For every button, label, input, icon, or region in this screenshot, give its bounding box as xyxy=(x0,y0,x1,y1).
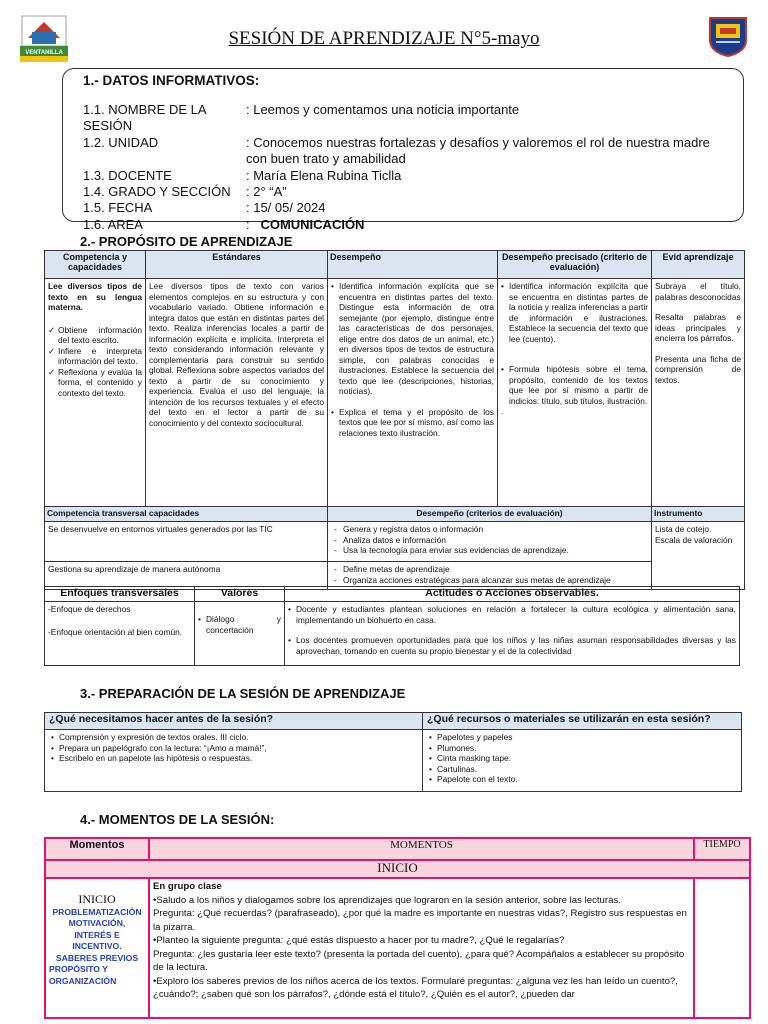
estandares-cell: Lee diversos tipos de texto con varios elementos complejos en su estructura y con vocabulario variado. Obtiene información e integra datos que están en distintas partes del texto. Realiza inferencias locales a partir de información explícita e implícita. Interpreta el texto considerando información relevante y complementaria para construir su sentido global. Reflexiona sobre aspectos variados del texto a partir de su conocimiento y experiencia. Evalúa el uso del lenguaje, la intención de los recursos textuales y el efecto del texto en el lector a partir de su conocimiento y del contexto sociocultural. xyxy=(146,279,328,507)
precisado-item: • Identifica información explícita que se encuentra en distintas partes de la noticia y realiza inferencias a partir de información e ilustraciones. Establece la secuencia del texto que lee (cuento). xyxy=(501,281,648,344)
transversal-item: - Genera y registra datos o información xyxy=(331,524,648,535)
enfoques-cell xyxy=(45,602,195,666)
momento-label: INCENTIVO. xyxy=(72,941,122,951)
momento-title: INICIO xyxy=(78,892,116,906)
enfoque-item: -Enfoque orientación al bien común. xyxy=(48,626,183,637)
antes-item: • Comprensión y expresión de textos orales. III ciclo. xyxy=(51,732,416,743)
precisado-end: . xyxy=(501,406,504,416)
evidencias-cell xyxy=(652,279,745,507)
desempeno-item: • Identifica información explícita que se encuentra en distintas partes del texto. Distingue esta información de otra semejante (por ejemplo, distingue entre las características de dos personajes, elige entre dos datos de un animal, etc.) en diversos tipos de textos de estructura simple, con palabras conocidas e ilustraciones. Establece la secuencia del texto que lee (descripciones, historias, noticias). xyxy=(331,281,494,397)
col-header: Desempeño xyxy=(328,251,498,279)
col-header: Desempeño (criterios de evaluación) xyxy=(328,507,652,522)
actitud-item: • Docente y estudiantes plantean soluciones en relación a fortalecer la cultura ecológica y alimentación sana, implementando un biohuerto en casa. xyxy=(288,604,736,625)
col-header: TIEMPO xyxy=(694,838,750,860)
valores-cell xyxy=(195,602,285,666)
col-header: Competencia y capacidades xyxy=(45,251,146,279)
info-value: : 2° “A” xyxy=(246,184,287,200)
instrumento-item: Escala de valoración xyxy=(655,534,733,545)
col-header: Valores xyxy=(195,587,285,602)
info-row xyxy=(83,102,729,135)
enfoque-item: -Enfoque de derechos xyxy=(48,604,131,614)
info-key: 1.4. GRADO Y SECCIÓN xyxy=(83,184,231,200)
actitudes-cell xyxy=(285,602,740,666)
momento-line: Pregunta: ¿Qué recuerdas? (parafraseado), ¿por qué la madre es importante en nuestras vidas?, Registro sus respuestas en la pizarra. xyxy=(153,908,687,933)
info-value-prefix: : xyxy=(246,216,261,232)
recursos-cell xyxy=(423,730,742,792)
col-header: Estándares xyxy=(146,251,328,279)
transversal-items xyxy=(328,522,652,562)
precisado-item: • Formula hipótesis sobre el tema, propósito, contenido de los textos que lee por sí mismo a partir de indicios: título, sub títulos, ilustración. xyxy=(501,364,648,406)
tiempo-cell xyxy=(694,878,750,1018)
info-value: : 15/ 05/ 2024 xyxy=(246,200,326,216)
area-value: COMUNICACIÓN xyxy=(260,216,365,232)
info-key: 1.2. UNIDAD xyxy=(83,134,159,150)
momento-label: PROPÓSITO Y xyxy=(49,964,108,974)
col-header: Actitudes o Acciones observables. xyxy=(285,587,740,602)
info-row xyxy=(83,135,729,168)
col-header: Momentos xyxy=(45,838,149,860)
competencia-cell xyxy=(45,279,146,507)
enfoques-table xyxy=(44,586,740,666)
capacidad-item: ✓ Obtiene información del texto escrito. xyxy=(48,325,142,346)
recurso-item: • Plumones. xyxy=(429,743,735,754)
momento-content-cell xyxy=(149,878,694,1018)
capacidad-item: ✓ Reflexiona y evalúa la forma, el contenido y contexto del texto. xyxy=(48,367,142,399)
momentos-table xyxy=(44,837,751,1019)
page-title: SESIÓN DE APRENDIZAJE N°5-mayo xyxy=(228,28,540,49)
info-row xyxy=(83,217,729,233)
col-header: ¿Qué recursos o materiales se utilizarán en esta sesión? xyxy=(423,713,742,730)
momento-label: SABERES PREVIOS xyxy=(55,952,139,963)
info-value: : Leemos y comentamos una noticia importante xyxy=(246,102,520,117)
info-key: 1.3. DOCENTE xyxy=(83,167,172,183)
recurso-item: • Papelotes y papeles xyxy=(429,732,735,743)
purpose-heading: 2.- PROPÓSITO DE APRENDIZAJE xyxy=(80,234,293,249)
col-header: ¿Qué necesitamos hacer antes de la sesión? xyxy=(45,713,423,730)
capacidad-item: ✓ Infiere e interpreta información del texto. xyxy=(48,346,142,367)
info-row xyxy=(83,168,729,184)
preparacion-heading: 3.- PREPARACIÓN DE LA SESIÓN DE APRENDIZAJE xyxy=(80,686,406,701)
momento-label-cell xyxy=(45,878,149,1018)
col-header: Enfoques transversales xyxy=(45,587,195,602)
purpose-table xyxy=(44,250,745,590)
transversal-competencia: Se desenvuelve en entornos virtuales generados por las TIC xyxy=(45,522,328,562)
momento-line: •Saludo a los niños y dialogamos sobre los aprendizajes que lograron en la sesión anterior, sobre las lecturas. xyxy=(153,894,621,906)
col-header: Competencia transversal capacidades xyxy=(45,507,328,522)
info-value: : María Elena Rubina Ticlla xyxy=(246,167,402,183)
transversal-competencia: Gestiona su aprendizaje de manera autónoma xyxy=(45,562,328,590)
info-row xyxy=(83,184,729,200)
recurso-item: • Cinta masking tape. xyxy=(429,753,735,764)
momento-line: Pregunta: ¿les gustaría leer este texto? (presenta la portada del cuento), ¿para qué? Acompáñalos a establecer su propósito de la lectura. xyxy=(153,948,685,973)
momento-label: INTERÉS E xyxy=(74,929,120,940)
col-header: Desempeño precisado (criterio de evaluación) xyxy=(498,251,652,279)
antes-cell xyxy=(45,730,423,792)
antes-item: • Escribelo en un papelote las hipótesis o respuestas. xyxy=(51,753,416,764)
info-row xyxy=(83,200,729,216)
info-key: 1.1. NOMBRE DE LA SESIÓN xyxy=(83,102,206,134)
competencia-title: Lee diversos tipos de texto en su lengua materna. xyxy=(48,281,142,312)
momento-label: MOTIVACIÓN, xyxy=(68,918,126,928)
info-key: 1.5. FECHA xyxy=(83,200,153,216)
recurso-item: • Cartulinas. xyxy=(429,764,735,775)
info-value: : Conocemos nuestras fortalezas y desafíos y valoremos el rol de nuestra madre con buen trato y amabilidad xyxy=(246,134,710,167)
momento-line: •Exploro los saberes previos de los niños acerca de los textos. Formularé preguntas: ¿alguna vez les han leído un cuento?, ¿cuándo?; ¿saben qué son los párrafos?, ¿dónde está el título?, ¿Quién es el autor?, ¿pueden dar xyxy=(153,975,678,1000)
momento-label: ORGANIZACIÓN xyxy=(49,975,117,986)
info-key: 1.6. AREA xyxy=(83,216,143,232)
antes-item: • Prepara un papelógrafo con la lectura: “¡Amo a mamá!”, xyxy=(51,743,416,754)
momentos-heading: 4.- MOMENTOS DE LA SESIÓN: xyxy=(80,812,275,827)
recurso-item: • Papelote con el texto. xyxy=(429,774,735,785)
desempeno-cell xyxy=(328,279,498,507)
col-header: Instrumento xyxy=(652,507,745,522)
group-title: En grupo clase xyxy=(153,881,222,892)
col-header: Evid aprendizaje xyxy=(652,251,745,279)
instrumento-cell xyxy=(652,522,745,590)
actitud-item: • Los docentes promueven oportunidades para que los niños y las niñas asuman responsabilidades diversas y las aprovechan, tomando en cuenta su propio bienestar y el de la colectividad xyxy=(288,635,736,656)
col-header: MOMENTOS xyxy=(149,838,694,860)
momento-line: •Planteo la siguiente pregunta: ¿qué estás dispuesto a hacer por tu madre?, ¿Qué le regalarías? xyxy=(153,935,565,946)
inicio-banner: INICIO xyxy=(45,860,750,878)
evidencia-item: Presenta una ficha de comprensión de textos. xyxy=(655,353,741,385)
school-logo-text: VENTANILLA xyxy=(25,50,63,56)
info-box xyxy=(62,68,744,232)
transversal-item: - Usa la tecnología para enviar sus evidencias de aprendizaje. xyxy=(331,545,648,556)
instrumento-item: Lista de cotejo. xyxy=(655,524,712,534)
valor-item: • Diálogo y concertación xyxy=(198,614,281,635)
evidencia-item: Subraya el título, palabras desconocidas xyxy=(655,281,741,302)
precisado-cell xyxy=(498,279,652,507)
info-heading: 1.- DATOS INFORMATIVOS: xyxy=(83,73,260,88)
momento-label: PROBLEMATIZACIÓN xyxy=(52,906,142,917)
evidencia-item: Resalta palabras e ideas principales y encierra los párrafos. xyxy=(655,312,741,343)
transversal-item: - Organiza acciones estratégicas para alcanzar sus metas de aprendizaje xyxy=(331,575,648,586)
preparacion-table xyxy=(44,712,742,792)
desempeno-item: • Explica el tema y el propósito de los textos que lee por sí mismo, así como las relaciones texto ilustración. xyxy=(331,407,494,439)
info-value xyxy=(246,217,729,233)
transversal-item: - Analiza datos e información xyxy=(331,535,648,546)
transversal-item: - Define metas de aprendizaje xyxy=(331,564,648,575)
